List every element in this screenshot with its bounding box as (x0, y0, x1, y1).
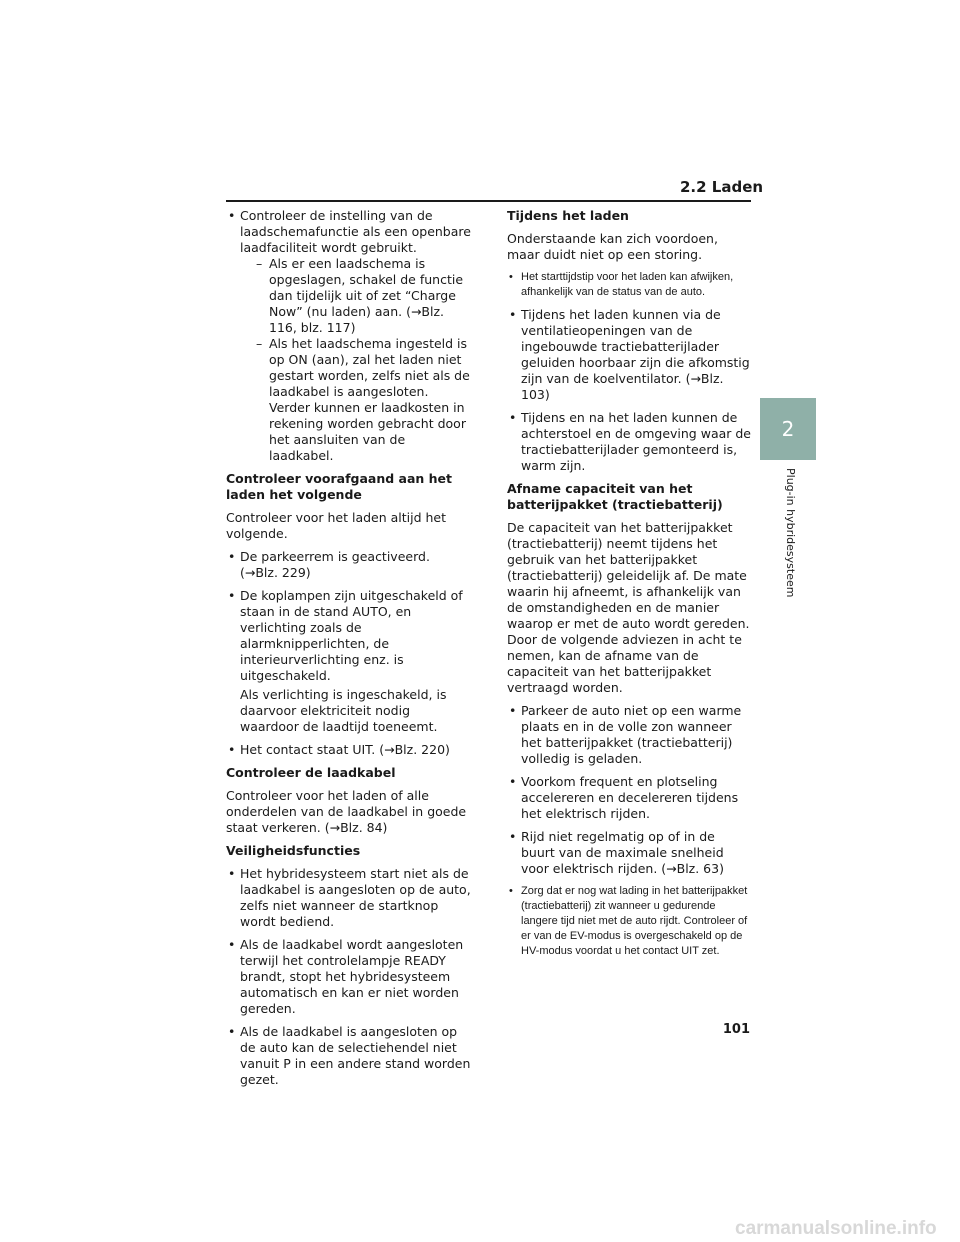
list-item: • Voorkom frequent en plotseling accelereren en decelereren tijdens het elektrisch rijden. (507, 774, 752, 822)
list-item: • Tijdens het laden kunnen via de ventilatieopeningen van de ingebouwde tractiebatterijlader geluiden hoorbaar zijn die afkomstig zijn van de koelventilator. (→Blz. 103) (507, 307, 752, 403)
paragraph: De capaciteit van het batterijpakket (tractiebatterij) neemt tijdens het gebruik van het batterijpakket (tractiebatterij) geleidelijk af. De mate waarin hij afneemt, is afhankelijk van de omstandigheden en de manier waarop er met de auto wordt gereden. Door de volgende adviezen in acht te nemen, kan de afname van de capaciteit van het batterijpakket vertraagd worden. (507, 520, 750, 695)
section-heading: Controleer voorafgaand aan het laden het volgende (226, 471, 452, 502)
list-item-text: Controleer de instelling van de laadschemafunctie als een openbare laadfaciliteit wordt gebruikt. (240, 208, 471, 255)
list-item: • Als de laadkabel wordt aangesloten terwijl het controlelampje READY brandt, stopt het hybridesysteem automatisch en kan er niet worden gereden. (226, 937, 471, 1017)
chapter-side-label: Plug-in hybridesysteem (784, 468, 797, 598)
section-heading: Veiligheidsfuncties (226, 843, 361, 858)
header-divider (226, 200, 751, 202)
paragraph: Controleer voor het laden altijd het volgende. (226, 510, 447, 541)
chapter-tab[interactable]: 2 (760, 398, 816, 460)
sub-list-item: – Als er een laadschema is opgeslagen, schakel de functie dan tijdelijk uit of zet “Charge Now” (nu laden) aan. (→Blz. 116, blz. 117) (240, 256, 471, 336)
watermark: carmanualsonline.info (735, 1218, 937, 1239)
sub-list-item: – Als het laadschema ingesteld is op ON (aan), zal het laden niet gestart worden, zelfs niet als de laadkabel is aangesloten. Verder kunnen er laadkosten in rekening worden gebracht door het aansluiten van de laadkabel. (240, 336, 471, 464)
paragraph: Onderstaande kan zich voordoen, maar duidt niet op een storing. (507, 231, 718, 262)
list-item: • De parkeerrem is geactiveerd. (→Blz. 229) (226, 549, 471, 581)
list-item (226, 208, 471, 464)
list-item: • Het hybridesysteem start niet als de laadkabel is aangesloten op de auto, zelfs niet wanneer de startknop wordt bediend. (226, 866, 471, 930)
list-item: • Rijd niet regelmatig op of in de buurt van de maximale snelheid voor elektrisch rijden. (→Blz. 63) (507, 829, 752, 877)
section-heading: Tijdens het laden (507, 208, 629, 223)
left-column (226, 208, 471, 1095)
list-item: • Parkeer de auto niet op een warme plaats en in de volle zon wanneer het batterijpakket (tractiebatterij) volledig is geladen. (507, 703, 752, 767)
section-heading: Controleer de laadkabel (226, 765, 396, 780)
list-item-continuation: Als verlichting is ingeschakeld, is daarvoor elektriciteit nodig waardoor de laadtijd toeneemt. (240, 687, 447, 734)
section-heading: Afname capaciteit van het batterijpakket (tractiebatterij) (507, 481, 723, 512)
list-item: • De koplampen zijn uitgeschakeld of staan in de stand AUTO, en verlichting zoals de alarmknipperlichten, de interieurverlichting enz. is uitgeschakeld. (226, 588, 471, 684)
list-item: • Het contact staat UIT. (→Blz. 220) (226, 742, 471, 758)
paragraph: Controleer voor het laden of alle onderdelen van de laadkabel in goede staat verkeren. (→Blz. 84) (226, 788, 467, 835)
list-item: • Het starttijdstip voor het laden kan afwijken, afhankelijk van de status van de auto. (507, 270, 752, 300)
list-item: • Tijdens en na het laden kunnen de achterstoel en de omgeving waar de tractiebatterijlader gemonteerd is, warm zijn. (507, 410, 752, 474)
list-item: • Zorg dat er nog wat lading in het batterijpakket (tractiebatterij) zit wanneer u gedurende langere tijd niet met de auto rijdt. Controleer of er van de EV-modus is overgeschakeld op de HV-modus voordat u het contact UIT zet. (507, 884, 752, 959)
page-number: 101 (722, 1022, 750, 1037)
list-item: • Als de laadkabel is aangesloten op de auto kan de selectiehendel niet vanuit P in een andere stand worden gezet. (226, 1024, 471, 1088)
section-title: 2.2 Laden (680, 178, 764, 196)
right-column (507, 208, 752, 966)
